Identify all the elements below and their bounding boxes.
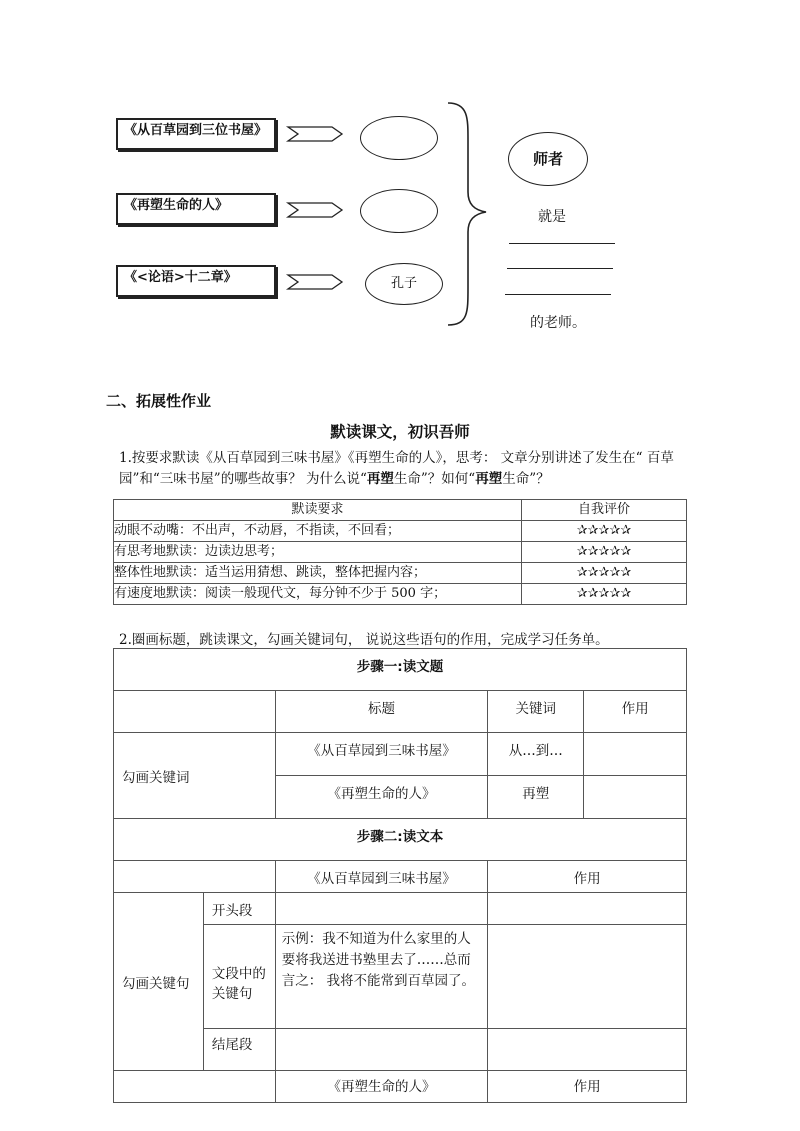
requirement-text: 动眼不动嘴：不出声，不动唇，不指读，不回看；	[114, 521, 522, 542]
step2-header: 步骤二:读文本	[114, 819, 687, 861]
arrow-icon-2	[288, 203, 342, 217]
star-rating[interactable]: ✰✰✰✰✰	[522, 542, 687, 563]
step2-effect-header-2: 作用	[488, 1071, 687, 1103]
book-box-1	[116, 118, 276, 150]
arrow-icon-3	[288, 275, 342, 289]
answer-line-1	[509, 243, 615, 244]
part-middle: 文段中的关键句	[203, 925, 275, 1029]
requirement-text: 有速度地默读：阅读一般现代文，每分钟不少于 500 字；	[114, 584, 522, 605]
prefix-text: 就是	[538, 209, 566, 225]
step2-effect-header: 作用	[488, 861, 687, 893]
book-label-1: 《从百草园到三位书屋》	[124, 123, 268, 138]
book-box-2	[116, 193, 276, 225]
col-keyword: 关键词	[488, 691, 584, 733]
ending-effect[interactable]	[488, 1029, 687, 1071]
arrow-icon-1	[288, 127, 342, 141]
part-opening: 开头段	[203, 893, 275, 925]
table-row	[114, 542, 687, 563]
col-title: 标题	[275, 691, 488, 733]
q1-line-1: 1.按要求默读《从百草园到三味书屋》《再塑生命的人》，思考： 文章分别讲述了发生在“ 百草	[119, 450, 674, 466]
step1-keyword-1: 从…到…	[488, 733, 584, 776]
requirement-text: 有思考地默读：边读边思考；	[114, 542, 522, 563]
answer-oval-3	[365, 263, 443, 305]
step1-title-2: 《再塑生命的人》	[275, 776, 488, 819]
answer-oval-2	[360, 189, 438, 233]
part-ending: 结尾段	[203, 1029, 275, 1071]
step1-effect-1[interactable]	[584, 733, 687, 776]
ending-answer[interactable]	[275, 1029, 488, 1071]
step2-book-2: 《再塑生命的人》	[275, 1071, 488, 1103]
book-label-3: 《<论语>十二章》	[124, 270, 237, 285]
result-oval	[508, 132, 588, 186]
star-rating[interactable]: ✰✰✰✰✰	[522, 563, 687, 584]
arrow-icons	[280, 110, 360, 300]
header-self-evaluation: 自我评价	[522, 500, 687, 521]
step1-keyword-2: 再塑	[488, 776, 584, 819]
requirement-text: 整体性地默读：适当运用猜想、跳读，整体把握内容；	[114, 563, 522, 584]
answer-oval-1	[360, 116, 438, 160]
book-box-3	[116, 265, 276, 297]
q1-line-2: 园”和“三味书屋”的哪些故事？ 为什么说“再塑生命”？如何“再塑生命”？	[119, 471, 550, 487]
label-keywords: 勾画关键词	[114, 733, 276, 819]
book-label-2: 《再塑生命的人》	[124, 198, 229, 213]
task-title: 默读课文，初识吾师	[330, 423, 470, 441]
opening-answer[interactable]	[275, 893, 488, 925]
confucius-label: 孔子	[390, 276, 417, 291]
example-sentence: 示例：我不知道为什么家里的人要将我送进书塾里去了……总而言之： 我将不能常到百草园了。	[275, 925, 488, 1029]
result-oval-label: 师者	[532, 150, 563, 168]
col-effect: 作用	[584, 691, 687, 733]
reading-requirements-table	[113, 499, 687, 605]
answer-line-3	[505, 294, 611, 295]
label-key-sentences: 勾画关键句	[114, 893, 204, 1071]
step1-header: 步骤一:读文题	[114, 649, 687, 691]
answer-line-2	[507, 268, 613, 269]
brace-icon	[440, 100, 500, 330]
opening-effect[interactable]	[488, 893, 687, 925]
step1-effect-2[interactable]	[584, 776, 687, 819]
header-requirement: 默读要求	[114, 500, 522, 521]
table-row	[114, 563, 687, 584]
table-row	[114, 521, 687, 542]
star-rating[interactable]: ✰✰✰✰✰	[522, 521, 687, 542]
task-sheet-table	[113, 648, 687, 1103]
suffix-text: 的老师。	[530, 315, 586, 331]
step1-title-1: 《从百草园到三味书屋》	[275, 733, 488, 776]
section-title: 二、拓展性作业	[106, 392, 212, 410]
q2-text: 2.圈画标题，跳读课文，勾画关键词句， 说说这些语句的作用，完成学习任务单。	[119, 632, 609, 648]
star-rating[interactable]: ✰✰✰✰✰	[522, 584, 687, 605]
step2-book-1: 《从百草园到三味书屋》	[275, 861, 488, 893]
middle-effect[interactable]	[488, 925, 687, 1029]
table-row	[114, 584, 687, 605]
